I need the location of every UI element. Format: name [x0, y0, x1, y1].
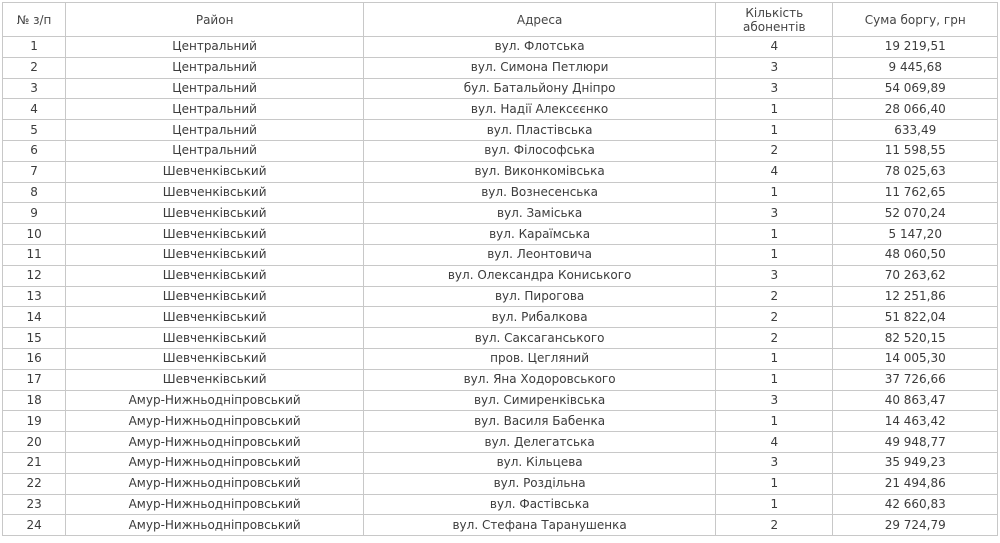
cell-subscribers: 4 [716, 37, 833, 58]
cell-subscribers: 3 [716, 78, 833, 99]
cell-address: вул. Фастівська [364, 494, 716, 515]
cell-district: Центральний [66, 57, 364, 78]
cell-subscribers: 3 [716, 57, 833, 78]
header-district: Район [66, 3, 364, 37]
cell-num: 6 [3, 140, 66, 161]
cell-district: Шевченківський [66, 328, 364, 349]
cell-debt: 51 822,04 [833, 307, 998, 328]
cell-address: вул. Надії Алексєєнко [364, 99, 716, 120]
table-row [3, 307, 998, 328]
cell-num: 19 [3, 411, 66, 432]
table-row [3, 432, 998, 453]
table-row [3, 37, 998, 58]
header-subscribers-label: Кількість абонентів [743, 5, 806, 34]
cell-num: 16 [3, 348, 66, 369]
cell-district: Шевченківський [66, 369, 364, 390]
cell-debt: 78 025,63 [833, 161, 998, 182]
cell-address: бул. Батальйону Дніпро [364, 78, 716, 99]
cell-num: 17 [3, 369, 66, 390]
cell-num: 8 [3, 182, 66, 203]
cell-debt: 37 726,66 [833, 369, 998, 390]
table-row [3, 120, 998, 141]
cell-subscribers: 3 [716, 265, 833, 286]
cell-district: Амур-Нижньодніпровський [66, 432, 364, 453]
cell-address: вул. Виконкомівська [364, 161, 716, 182]
cell-debt: 42 660,83 [833, 494, 998, 515]
cell-debt: 52 070,24 [833, 203, 998, 224]
cell-num: 10 [3, 224, 66, 245]
cell-address: вул. Філософська [364, 140, 716, 161]
cell-num: 7 [3, 161, 66, 182]
cell-district: Амур-Нижньодніпровський [66, 515, 364, 536]
cell-subscribers: 1 [716, 182, 833, 203]
cell-address: вул. Роздільна [364, 473, 716, 494]
table-row [3, 78, 998, 99]
cell-subscribers: 1 [716, 120, 833, 141]
cell-district: Шевченківський [66, 224, 364, 245]
table-row [3, 224, 998, 245]
cell-num: 22 [3, 473, 66, 494]
table-row [3, 411, 998, 432]
cell-num: 14 [3, 307, 66, 328]
cell-num: 1 [3, 37, 66, 58]
cell-subscribers: 1 [716, 99, 833, 120]
cell-subscribers: 2 [716, 515, 833, 536]
header-subscribers [716, 3, 833, 37]
cell-address: вул. Яна Ходоровського [364, 369, 716, 390]
cell-district: Шевченківський [66, 161, 364, 182]
cell-subscribers: 2 [716, 307, 833, 328]
cell-address: пров. Цегляний [364, 348, 716, 369]
table-body [3, 37, 998, 536]
table-row [3, 494, 998, 515]
cell-district: Центральний [66, 99, 364, 120]
cell-subscribers: 1 [716, 411, 833, 432]
table-row [3, 182, 998, 203]
cell-subscribers: 2 [716, 140, 833, 161]
cell-debt: 35 949,23 [833, 452, 998, 473]
cell-subscribers: 3 [716, 390, 833, 411]
cell-subscribers: 1 [716, 369, 833, 390]
table-row [3, 328, 998, 349]
cell-district: Шевченківський [66, 244, 364, 265]
cell-num: 9 [3, 203, 66, 224]
cell-debt: 21 494,86 [833, 473, 998, 494]
cell-address: вул. Симона Петлюри [364, 57, 716, 78]
table-row [3, 286, 998, 307]
header-num: № з/п [3, 3, 66, 37]
cell-num: 21 [3, 452, 66, 473]
cell-debt: 11 762,65 [833, 182, 998, 203]
cell-debt: 28 066,40 [833, 99, 998, 120]
table-row [3, 161, 998, 182]
cell-debt: 70 263,62 [833, 265, 998, 286]
cell-address: вул. Саксаганського [364, 328, 716, 349]
cell-subscribers: 1 [716, 348, 833, 369]
cell-district: Амур-Нижньодніпровський [66, 452, 364, 473]
cell-debt: 82 520,15 [833, 328, 998, 349]
table-row [3, 265, 998, 286]
cell-debt: 14 005,30 [833, 348, 998, 369]
table-row [3, 99, 998, 120]
cell-subscribers: 1 [716, 244, 833, 265]
cell-subscribers: 2 [716, 286, 833, 307]
cell-subscribers: 2 [716, 328, 833, 349]
table-row [3, 348, 998, 369]
cell-address: вул. Вознесенська [364, 182, 716, 203]
cell-num: 12 [3, 265, 66, 286]
cell-num: 2 [3, 57, 66, 78]
cell-subscribers: 3 [716, 203, 833, 224]
cell-district: Центральний [66, 78, 364, 99]
cell-num: 3 [3, 78, 66, 99]
cell-district: Амур-Нижньодніпровський [66, 473, 364, 494]
cell-address: вул. Пирогова [364, 286, 716, 307]
cell-address: вул. Стефана Таранушенка [364, 515, 716, 536]
cell-debt: 48 060,50 [833, 244, 998, 265]
cell-address: вул. Кільцева [364, 452, 716, 473]
cell-debt: 12 251,86 [833, 286, 998, 307]
cell-district: Шевченківський [66, 182, 364, 203]
cell-district: Шевченківський [66, 265, 364, 286]
cell-num: 20 [3, 432, 66, 453]
cell-district: Амур-Нижньодніпровський [66, 494, 364, 515]
cell-subscribers: 1 [716, 224, 833, 245]
cell-address: вул. Василя Бабенка [364, 411, 716, 432]
cell-debt: 40 863,47 [833, 390, 998, 411]
cell-debt: 49 948,77 [833, 432, 998, 453]
cell-num: 5 [3, 120, 66, 141]
debt-table [2, 2, 998, 536]
cell-debt: 9 445,68 [833, 57, 998, 78]
cell-district: Шевченківський [66, 286, 364, 307]
cell-district: Центральний [66, 120, 364, 141]
table-row [3, 140, 998, 161]
cell-num: 13 [3, 286, 66, 307]
cell-address: вул. Олександра Кониського [364, 265, 716, 286]
cell-num: 24 [3, 515, 66, 536]
cell-address: вул. Симиренківська [364, 390, 716, 411]
cell-num: 11 [3, 244, 66, 265]
header-address: Адреса [364, 3, 716, 37]
cell-district: Шевченківський [66, 348, 364, 369]
cell-debt: 14 463,42 [833, 411, 998, 432]
table-row [3, 452, 998, 473]
cell-debt: 5 147,20 [833, 224, 998, 245]
cell-district: Шевченківський [66, 203, 364, 224]
cell-debt: 54 069,89 [833, 78, 998, 99]
table-row [3, 203, 998, 224]
cell-subscribers: 1 [716, 473, 833, 494]
table-row [3, 369, 998, 390]
cell-district: Центральний [66, 140, 364, 161]
table-row [3, 57, 998, 78]
header-debt: Сума боргу, грн [833, 3, 998, 37]
cell-subscribers: 3 [716, 452, 833, 473]
table-row [3, 244, 998, 265]
table-row [3, 515, 998, 536]
cell-address: вул. Делегатська [364, 432, 716, 453]
table-row [3, 473, 998, 494]
cell-address: вул. Флотська [364, 37, 716, 58]
cell-address: вул. Заміська [364, 203, 716, 224]
cell-address: вул. Рибалкова [364, 307, 716, 328]
table-row [3, 390, 998, 411]
cell-debt: 29 724,79 [833, 515, 998, 536]
cell-address: вул. Пластівська [364, 120, 716, 141]
cell-district: Амур-Нижньодніпровський [66, 411, 364, 432]
cell-district: Шевченківський [66, 307, 364, 328]
cell-debt: 11 598,55 [833, 140, 998, 161]
cell-num: 23 [3, 494, 66, 515]
cell-debt: 19 219,51 [833, 37, 998, 58]
cell-subscribers: 4 [716, 432, 833, 453]
cell-district: Центральний [66, 37, 364, 58]
cell-address: вул. Караїмська [364, 224, 716, 245]
cell-num: 4 [3, 99, 66, 120]
cell-address: вул. Леонтовича [364, 244, 716, 265]
cell-subscribers: 1 [716, 494, 833, 515]
cell-num: 15 [3, 328, 66, 349]
cell-num: 18 [3, 390, 66, 411]
cell-subscribers: 4 [716, 161, 833, 182]
cell-debt: 633,49 [833, 120, 998, 141]
table-header-row [3, 3, 998, 37]
cell-district: Амур-Нижньодніпровський [66, 390, 364, 411]
